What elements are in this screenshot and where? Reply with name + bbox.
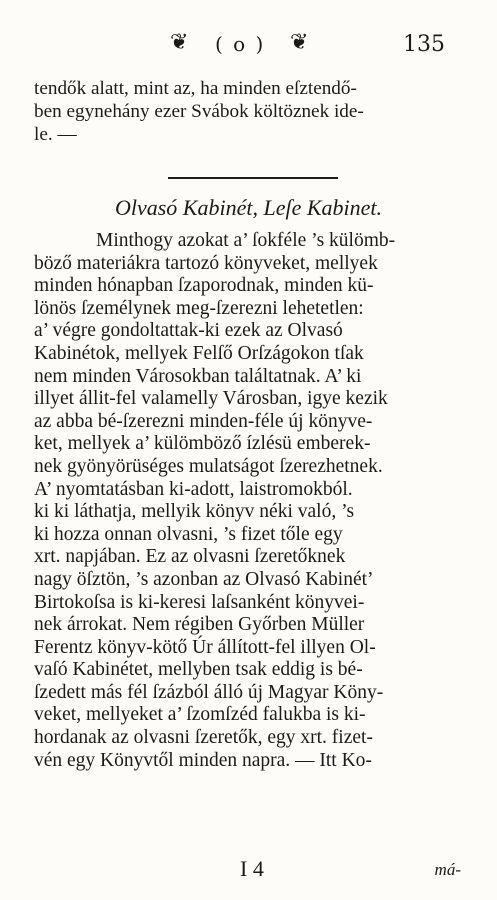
text-line: Ferentz könyv-kötő Úr állított-fel illyen Ol- — [34, 636, 376, 658]
page-header — [160, 30, 473, 64]
text-line: ki ki láthatja, mellyik könyv néki való, ’s — [34, 501, 355, 523]
text-line: ki hozza onnan olvasni, ’s fizet tőle egy — [34, 523, 343, 545]
text-line: ſzedett más fél ſzázból álló új Magyar Köny- — [34, 681, 384, 703]
text-line: A’ nyomtatásban ki-adott, laistromokból. — [34, 478, 353, 500]
ornament-right-icon: ❦ — [290, 30, 309, 55]
text-line: veket, mellyeket a’ ſzomſzéd falukba is ki- — [34, 704, 366, 726]
folio-mark: ( o ) — [215, 32, 266, 56]
text-line: vén egy Könyvtől minden napra. — Itt Ko- — [34, 749, 372, 771]
text-line: nek gyönyörüséges mulatságot ſzerezhetnek. — [34, 455, 383, 477]
ornament-left-icon: ❦ — [170, 30, 189, 55]
catchword: má- — [434, 860, 461, 879]
signature-mark: I 4 — [240, 856, 264, 881]
text-line: ben egynehány ezer Svábok költöznek ide- — [34, 101, 364, 122]
page-number: 135 — [403, 32, 445, 57]
page-footer — [0, 856, 497, 886]
text-line: le. — — [34, 124, 77, 145]
text-line: ket, mellyek a’ külömböző ízlésü emberek- — [34, 433, 371, 455]
text-line: böző materiákra tartozó könyveket, mellyek — [34, 252, 378, 274]
text-line: xrt. napjában. Ez az olvasni ſzeretőknek — [34, 546, 346, 568]
text-line: a’ végre gondoltattak-ki ezek az Olvasó — [34, 320, 343, 342]
text-line: az abba bé-ſzerezni minden-féle új könyve- — [34, 410, 373, 432]
text-line: lönös ſzemélynek meg-ſzerezni lehetetlen: — [34, 297, 364, 319]
text-line: Birtokoſsa is ki-keresi laſsanként könyvei- — [34, 591, 365, 613]
intro-paragraph — [34, 77, 473, 146]
text-line: hordanak az olvasni ſzeretők, egy xrt. fizet- — [34, 727, 373, 749]
text-line: Minthogy azokat a’ ſokféle ’s külömb- — [96, 230, 396, 251]
section-divider — [168, 177, 338, 179]
text-line: tendők alatt, mint az, ha minden eſztendő- — [34, 78, 357, 99]
text-line: Kabinétok, mellyek Felſő Orſzágokon tſak — [34, 342, 364, 364]
text-line: nem minden Városokban találtatnak. A’ ki — [34, 365, 362, 387]
body-paragraph — [34, 230, 473, 772]
text-line: illyet állit-fel valamelly Városban, igye kezik — [34, 388, 388, 410]
text-line: minden hónapban ſzaporodnak, minden kü- — [34, 275, 374, 297]
text-line: nagy öſztön, ’s azonban az Olvasó Kabinét’ — [34, 568, 374, 590]
text-line: nek árrokat. Nem régiben Győrben Müller — [34, 614, 365, 636]
section-heading: Olvasó Kabinét, Leſe Kabinet. — [114, 195, 383, 220]
text-line: vaſó Kabinétet, mellyben tsak eddig is bé- — [34, 659, 363, 681]
